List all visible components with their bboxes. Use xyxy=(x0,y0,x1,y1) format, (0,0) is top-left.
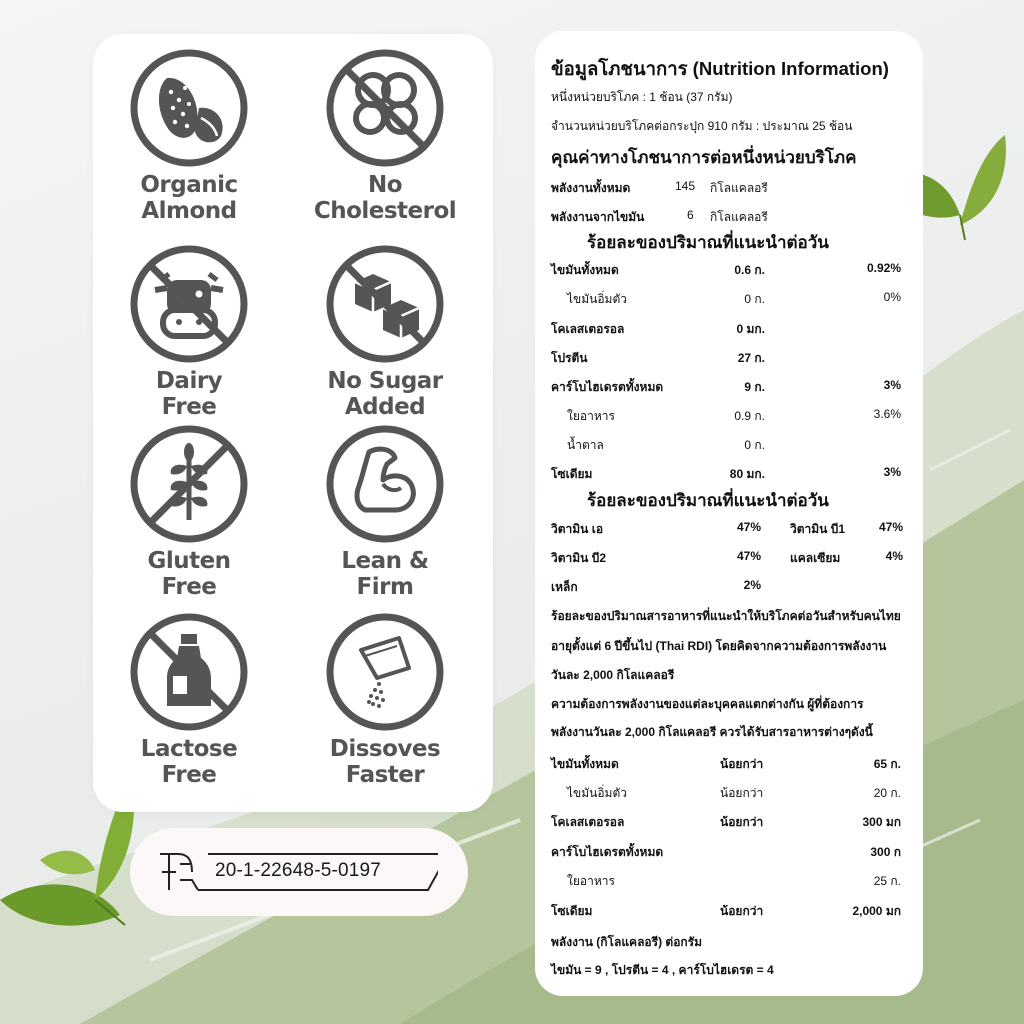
limit-qualifier: น้อยกว่า xyxy=(720,815,764,829)
limit-label: ไขมันทั้งหมด xyxy=(551,757,619,771)
vitamin-label: วิตามิน บี2 xyxy=(551,551,607,565)
feature-icons-card xyxy=(93,34,493,812)
energy-fat-value: 6 xyxy=(687,208,694,222)
vitamin-value: 47% xyxy=(736,520,761,534)
fda-registration-pill xyxy=(130,828,468,916)
per-serving-heading: คุณค่าทางโภชนาการต่อหนึ่งหน่วยบริโภค xyxy=(551,148,857,167)
vitamin-label-2: แคลเซียม xyxy=(790,551,841,565)
rdi-note-line: พลังงานวันละ 2,000 กิโลแคลอรี ควรได้รับสารอาหารต่างๆดังนี้ xyxy=(551,725,873,739)
nutrition-title: ข้อมูลโภชนาการ (Nutrition Information) xyxy=(551,58,889,79)
nutrient-amount: 0.6 ก. xyxy=(734,263,765,277)
limit-label: ไขมันอิ่มตัว xyxy=(567,786,627,800)
limit-label: โคเลสเตอรอล xyxy=(551,815,625,829)
badge-gluten-free: Gluten Free xyxy=(99,424,279,600)
nutrient-label: โปรตีน xyxy=(551,351,588,365)
limit-value: 25 ก. xyxy=(873,874,901,888)
energy-per-gram-values: ไขมัน = 9 , โปรตีน = 4 , คาร์โบไฮเดรต = 4 xyxy=(551,963,774,977)
wheat-icon xyxy=(129,424,249,544)
rdi-heading-2: ร้อยละของปริมาณที่แนะนำต่อวัน xyxy=(587,491,829,510)
badge-organic-almond: Organic Almond xyxy=(99,48,279,224)
limit-value: 20 ก. xyxy=(873,786,901,800)
nutrient-amount: 27 ก. xyxy=(737,351,765,365)
registration-number: 20-1-22648-5-0197 xyxy=(215,860,382,881)
badge-dairy-free: Dairy Free xyxy=(99,244,279,420)
cholesterol-balls-icon xyxy=(325,48,445,168)
cow-icon xyxy=(129,244,249,364)
nutrient-label: คาร์โบไฮเดรตทั้งหมด xyxy=(551,380,664,394)
rdi-heading-1: ร้อยละของปริมาณที่แนะนำต่อวัน xyxy=(587,233,829,252)
vitamin-label: วิตามิน เอ xyxy=(551,522,604,536)
limit-label: โซเดียม xyxy=(551,904,593,918)
energy-fat-label: พลังงานจากไขมัน xyxy=(551,210,645,224)
vitamin-value-2: 47% xyxy=(878,520,903,534)
limit-label: คาร์โบไฮเดรตทั้งหมด xyxy=(551,845,664,859)
nutrient-percent: 0% xyxy=(883,290,901,304)
nutrient-percent: 3% xyxy=(883,465,901,479)
nutrient-label: ไขมันทั้งหมด xyxy=(551,263,619,277)
nutrient-amount: 80 มก. xyxy=(729,467,765,481)
rdi-note-line: ร้อยละของปริมาณสารอาหารที่แนะนำให้บริโภคต่อวันสำหรับคนไทย xyxy=(551,609,901,623)
energy-total-label: พลังงานทั้งหมด xyxy=(551,181,631,195)
limit-value: 300 ก xyxy=(870,845,901,859)
servings-per-container: จำนวนหน่วยบริโภคต่อกระปุก 910 กรัม : ประมาณ 25 ช้อน xyxy=(551,119,853,133)
vitamin-label-2: วิตามิน บี1 xyxy=(790,522,846,536)
nutrient-percent: 3% xyxy=(883,378,901,392)
nutrition-information-card xyxy=(535,31,923,996)
vitamin-value-2: 4% xyxy=(885,549,903,563)
badge-lactose-free: Lactose Free xyxy=(99,612,279,788)
energy-per-gram-heading: พลังงาน (กิโลแคลอรี) ต่อกรัม xyxy=(551,935,703,949)
nutrient-label: น้ำตาล xyxy=(567,438,604,452)
badge-no-sugar-added: No Sugar Added xyxy=(295,244,475,420)
limit-qualifier: น้อยกว่า xyxy=(720,786,764,800)
flexed-arm-icon xyxy=(325,424,445,544)
almond-icon xyxy=(129,48,249,168)
badge-no-cholesterol: No Cholesterol xyxy=(295,48,475,224)
limit-value: 65 ก. xyxy=(873,757,901,771)
milk-bottle-icon xyxy=(129,612,249,732)
energy-total-value: 145 xyxy=(675,179,696,193)
nutrient-amount: 0.9 ก. xyxy=(734,409,765,423)
vitamin-label: เหล็ก xyxy=(551,580,578,594)
limit-qualifier: น้อยกว่า xyxy=(720,757,764,771)
badge-lean-firm: Lean & Firm xyxy=(295,424,475,600)
limit-label: ใยอาหาร xyxy=(567,874,615,888)
vitamin-value: 47% xyxy=(736,549,761,563)
vitamin-value: 2% xyxy=(743,578,761,592)
nutrient-amount: 0 ก. xyxy=(744,438,765,452)
nutrient-amount: 9 ก. xyxy=(744,380,765,394)
nutrient-label: โคเลสเตอรอล xyxy=(551,322,625,336)
limit-qualifier: น้อยกว่า xyxy=(720,904,764,918)
rdi-note-line: วันละ 2,000 กิโลแคลอรี xyxy=(551,668,675,682)
nutrient-label: ไขมันอิ่มตัว xyxy=(567,292,627,306)
sugar-cubes-icon xyxy=(325,244,445,364)
nutrient-label: โซเดียม xyxy=(551,467,593,481)
rdi-note-line: อายุตั้งแต่ 6 ปีขึ้นไป (Thai RDI) โดยคิดจากความต้องการพลังงาน xyxy=(551,639,887,653)
nutrient-amount: 0 มก. xyxy=(736,322,765,336)
limit-value: 300 มก xyxy=(862,815,901,829)
nutrient-amount: 0 ก. xyxy=(744,292,765,306)
badge-dissolves-faster: Dissoves Faster xyxy=(295,612,475,788)
energy-total-unit: กิโลแคลอรี xyxy=(710,181,768,195)
nutrient-percent: 3.6% xyxy=(873,407,901,421)
limit-value: 2,000 มก xyxy=(852,904,901,918)
nutrient-percent: 0.92% xyxy=(866,261,901,275)
powder-sachet-icon xyxy=(325,612,445,732)
serving-size: หนึ่งหน่วยบริโภค : 1 ช้อน (37 กรัม) xyxy=(551,90,733,104)
rdi-note-line: ความต้องการพลังงานของแต่ละบุคคลแตกต่างกัน ผู้ที่ต้องการ xyxy=(551,697,864,711)
nutrient-label: ใยอาหาร xyxy=(567,409,615,423)
energy-fat-unit: กิโลแคลอรี xyxy=(710,210,768,224)
